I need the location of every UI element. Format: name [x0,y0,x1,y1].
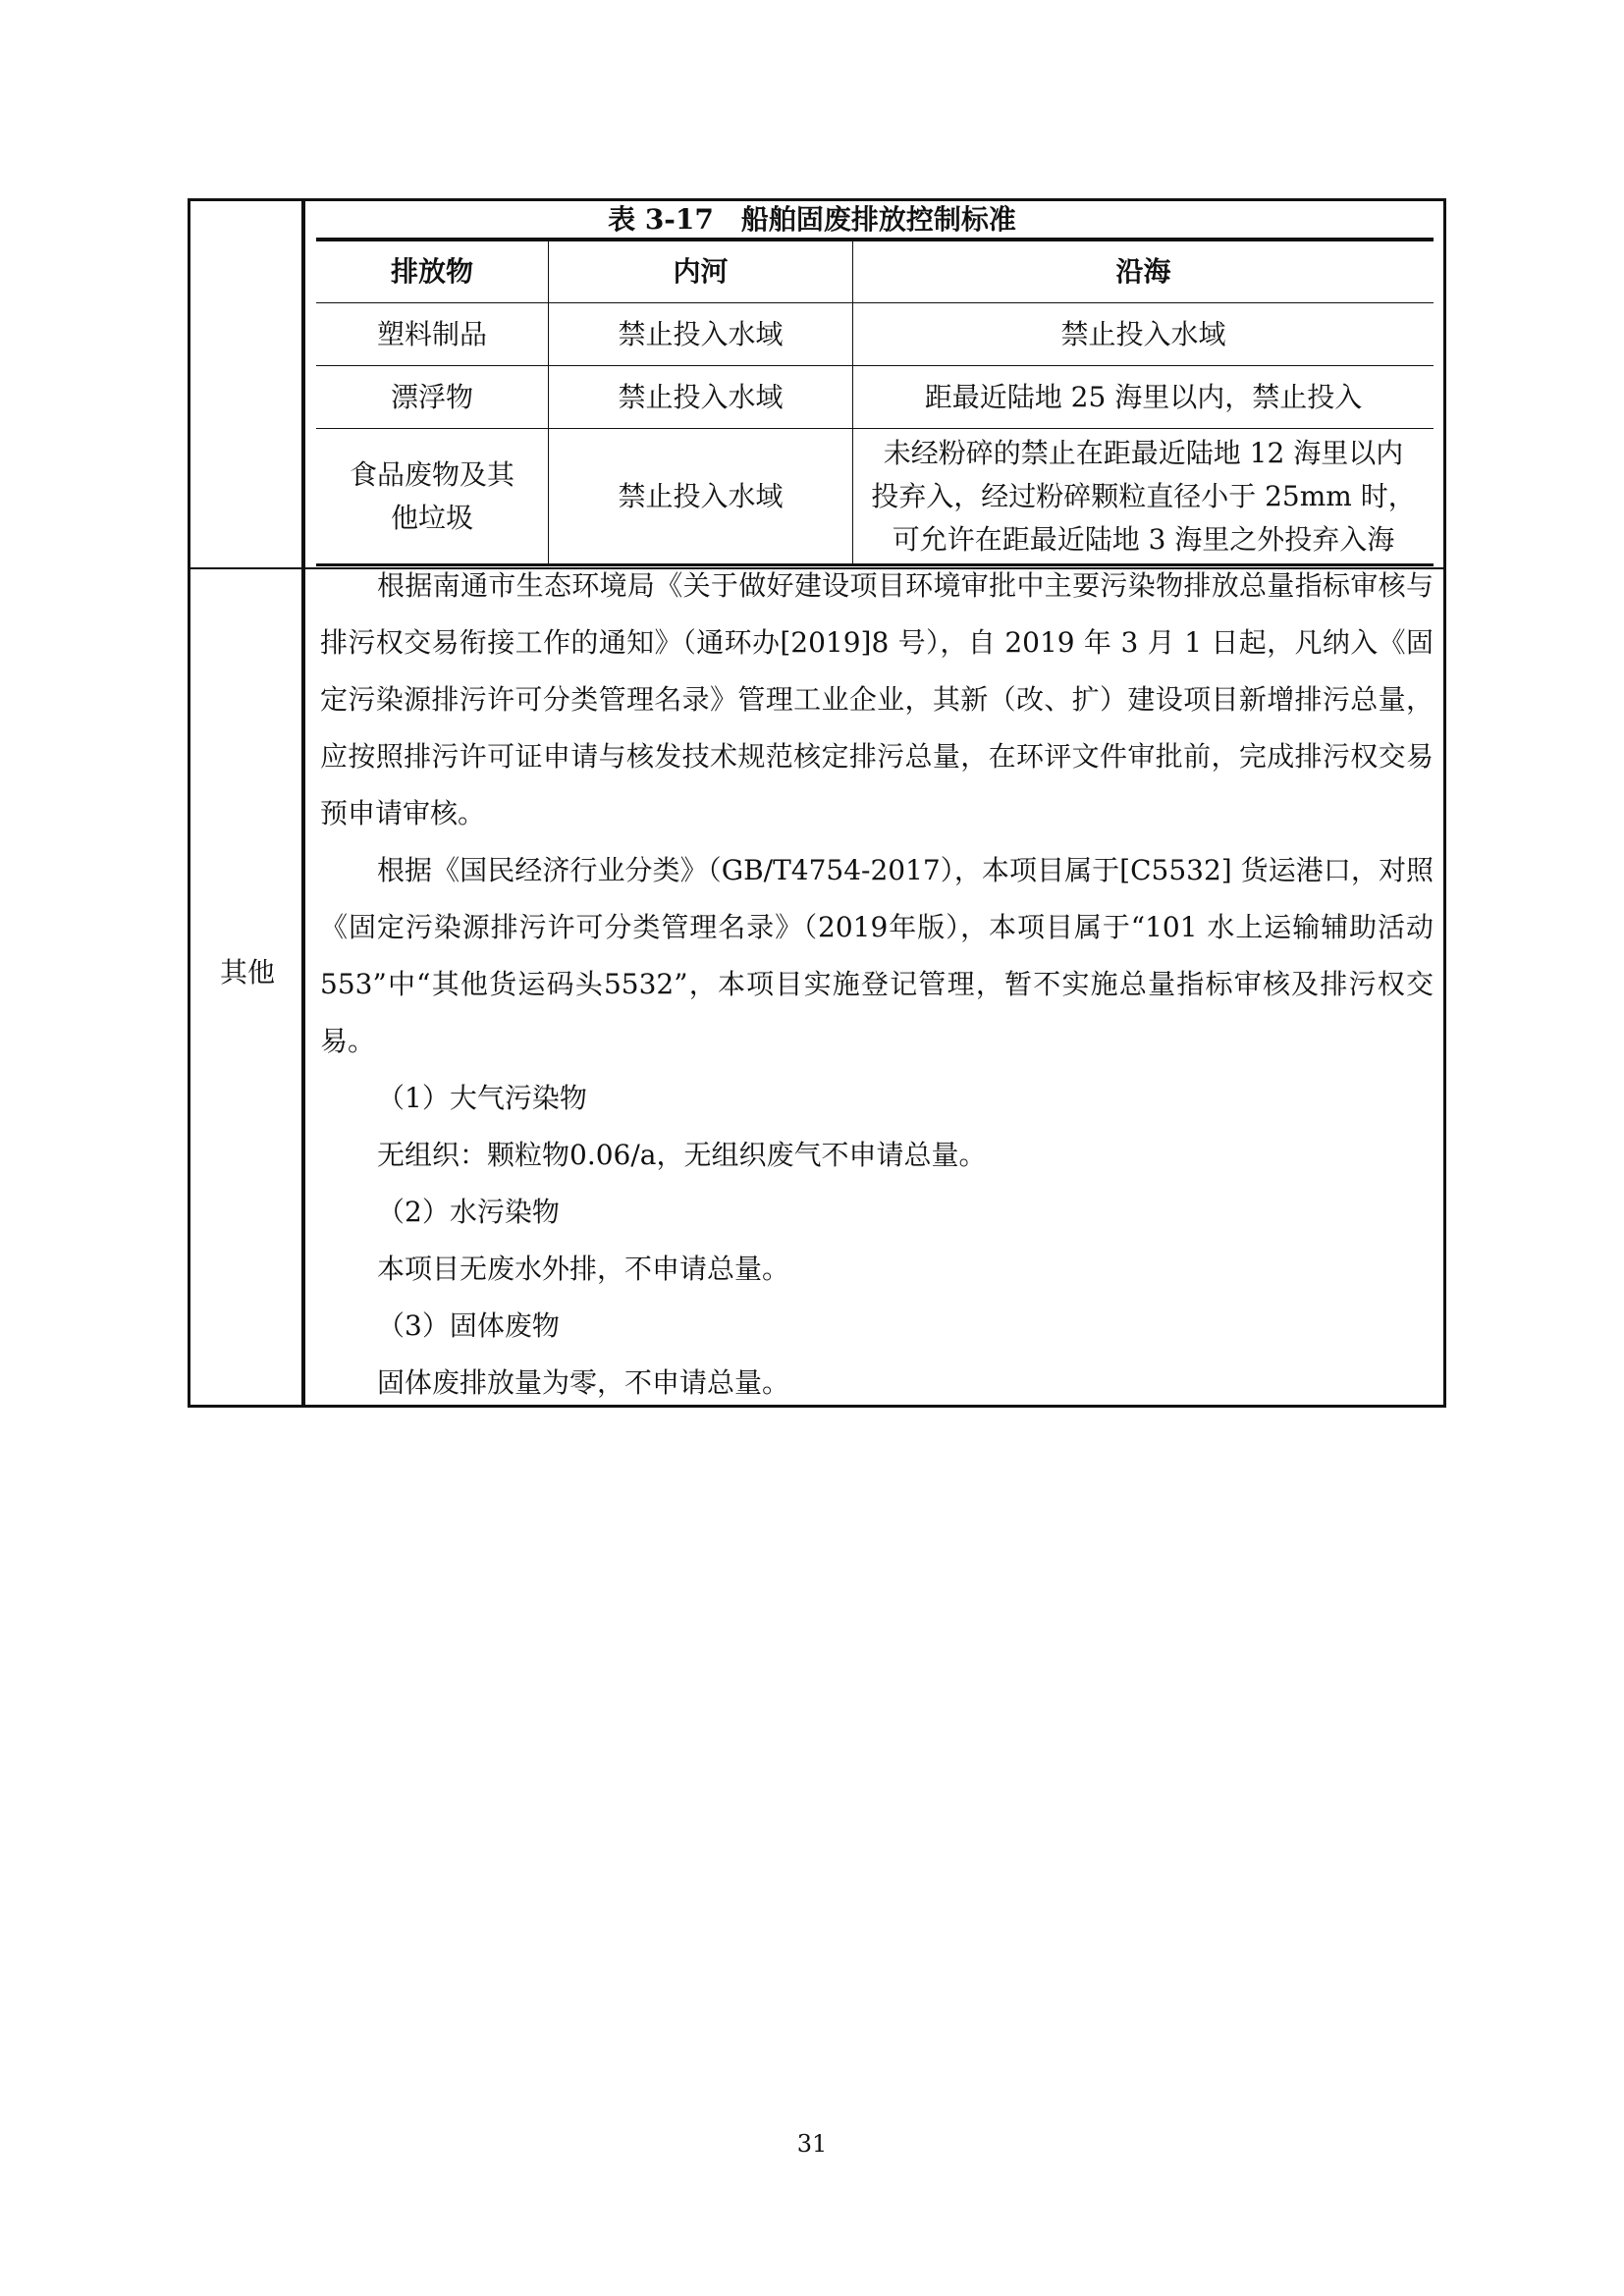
section-body [320,558,1434,1412]
table-row-3-coastal-line-1: 未经粉碎的禁止在距最近陆地 12 海里以内 [883,436,1404,469]
table-caption: 表 3-17 船舶固废排放控制标准 [608,203,1016,236]
item-air-text: 无组织：颗粒物0.06/a，无组织废气不申请总量。 [377,1139,987,1171]
table-row-3-item-line-2: 他垃圾 [390,501,473,534]
table-row-2-item: 漂浮物 [390,380,473,413]
header-coastal: 沿海 [1115,255,1171,288]
item-water-text: 本项目无废水外排，不申请总量。 [377,1253,790,1285]
item-solid-heading: （3）固体废物 [377,1309,560,1342]
table-row-3-coastal [853,429,1434,563]
item-water-heading: （2）水污染物 [377,1196,560,1228]
table-row-3-coastal-line-3: 可允许在距最近陆地 3 海里之外投弃入海 [892,522,1395,556]
table-row-2-inland: 禁止投入水域 [618,380,784,413]
table-row-1-item: 塑料制品 [376,317,487,350]
item-solid-text: 固体废排放量为零，不申请总量。 [377,1366,790,1399]
paragraph-2: 根据《国民经济行业分类》（GB/T4754-2017），本项目属于[C5532] 货运港口，对照《固定污染源排污许可分类管理名录》（2019年版），本项目属于“101 水上运输辅助活动553”中“其他货运码头5532”，本项目实施登记管理，暂不实施总量指标审核及排污权交易。 [320,854,1434,1057]
table-row-3-item [316,429,548,563]
header-emission: 排放物 [390,255,473,288]
section-label: 其他 [219,956,275,988]
table-row-1-inland: 禁止投入水域 [618,317,784,350]
table-row-3-item-line-1: 食品废物及其 [349,457,514,491]
table-row-3-coastal-line-2: 投弃入，经过粉碎颗粒直径小于 25mm 时， [871,479,1416,512]
page-number: 31 [796,2130,828,2158]
item-air-heading: （1）大气污染物 [377,1082,587,1114]
header-inland: 内河 [673,255,729,288]
table-row-1-coastal: 禁止投入水域 [1060,317,1226,350]
table-row-3-inland: 禁止投入水域 [618,479,784,512]
paragraph-1: 根据南通市生态环境局《关于做好建设项目环境审批中主要污染物排放总量指标审核与排污权交易衔接工作的通知》（通环办[2019]8 号），自 2019 年 3 月 1 日起，凡纳入《固定污染源排污许可分类管理名录》管理工业企业，其新（改、扩）建设项目新增排污总量，应按照排污许可证申请与核发技术规范核定排污总量，在环评文件审批前，完成排污权交易预申请审核。 [320,569,1434,829]
table-row-2-coastal: 距最近陆地 25 海里以内，禁止投入 [924,380,1363,413]
column-divider-main [302,198,304,1408]
